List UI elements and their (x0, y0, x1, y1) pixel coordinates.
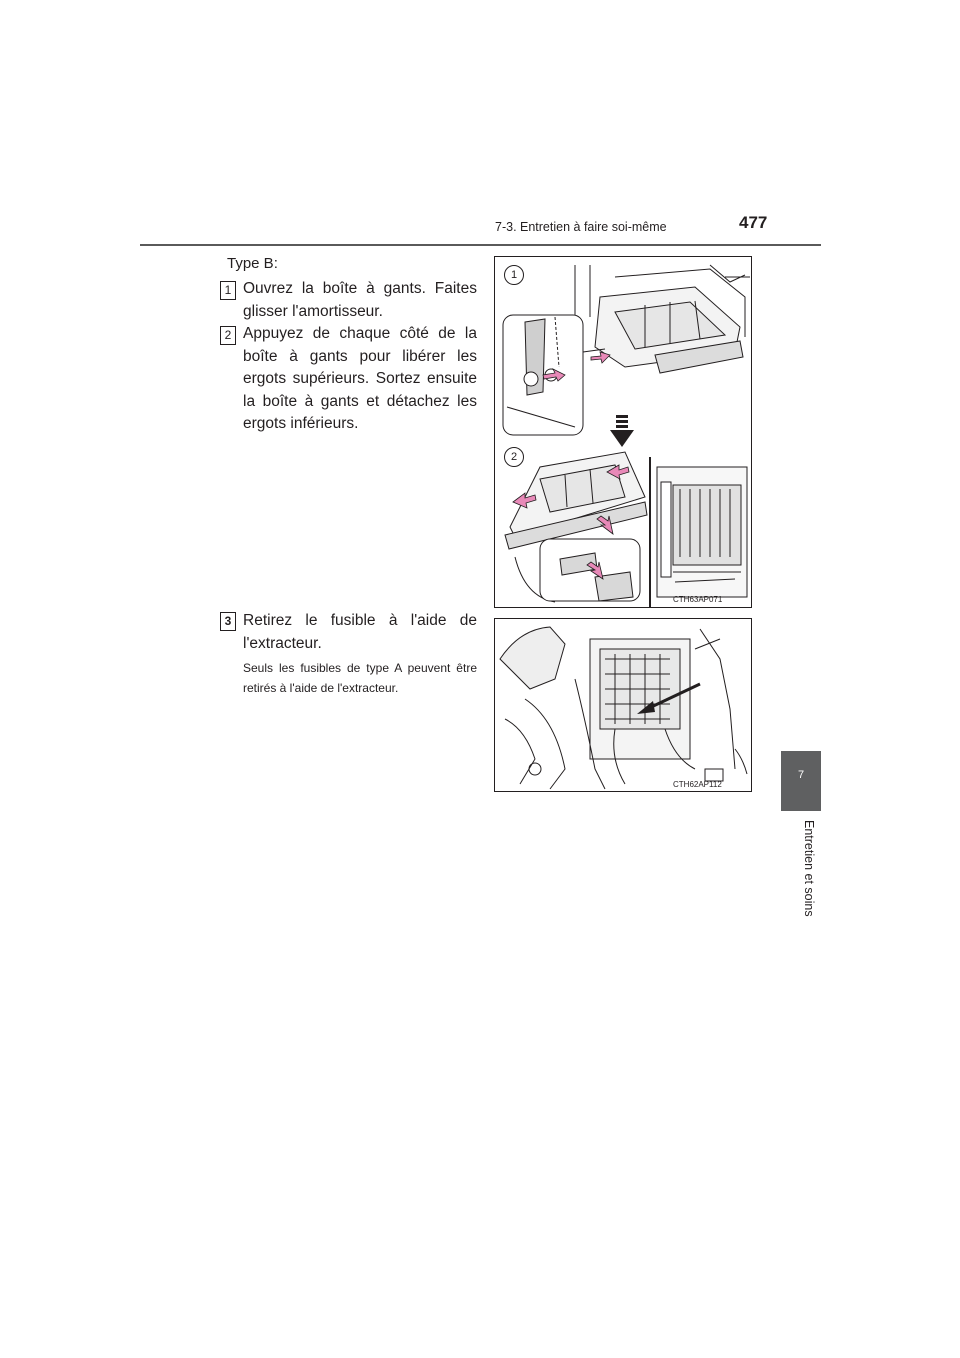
chapter-tab (781, 751, 821, 811)
header-divider (140, 244, 821, 246)
section-title: 7-3. Entretien à faire soi-même (495, 220, 667, 234)
step-text-2: Appuyez de chaque côté de la boîte à gants pour libérer les ergots supérieurs. Sortez ensuite la boîte à gants et détachez les ergots inférieurs. (243, 325, 477, 432)
step-number-1: 1 (220, 281, 236, 300)
fuse-box-drawing (495, 619, 751, 791)
down-arrow-icon (610, 415, 634, 447)
chapter-title: Entretien et soins (802, 820, 816, 917)
step-text-3: Retirez le fusible à l'aide de l'extracteur. (243, 612, 477, 652)
callout-1: 1 (504, 265, 524, 285)
fuse-box-illustration (494, 618, 752, 792)
step-number-2: 2 (220, 326, 236, 345)
type-label: Type B: (227, 255, 278, 272)
step-text-1: Ouvrez la boîte à gants. Faites glisser l'amortisseur. (243, 280, 477, 320)
glove-box-drawing (495, 257, 751, 607)
callout-2: 2 (504, 447, 524, 467)
glove-box-illustration (494, 256, 752, 608)
step-note-3: Seuls les fusibles de type A peuvent être retirés à l'aide de l'extracteur. (243, 661, 477, 695)
chapter-number: 7 (797, 769, 805, 781)
figure-caption-1: CTH63AP071 (673, 595, 723, 604)
figure-caption-2: CTH62AP112 (673, 780, 722, 789)
page-number: 477 (739, 213, 768, 232)
step-number-3: 3 (220, 612, 236, 631)
